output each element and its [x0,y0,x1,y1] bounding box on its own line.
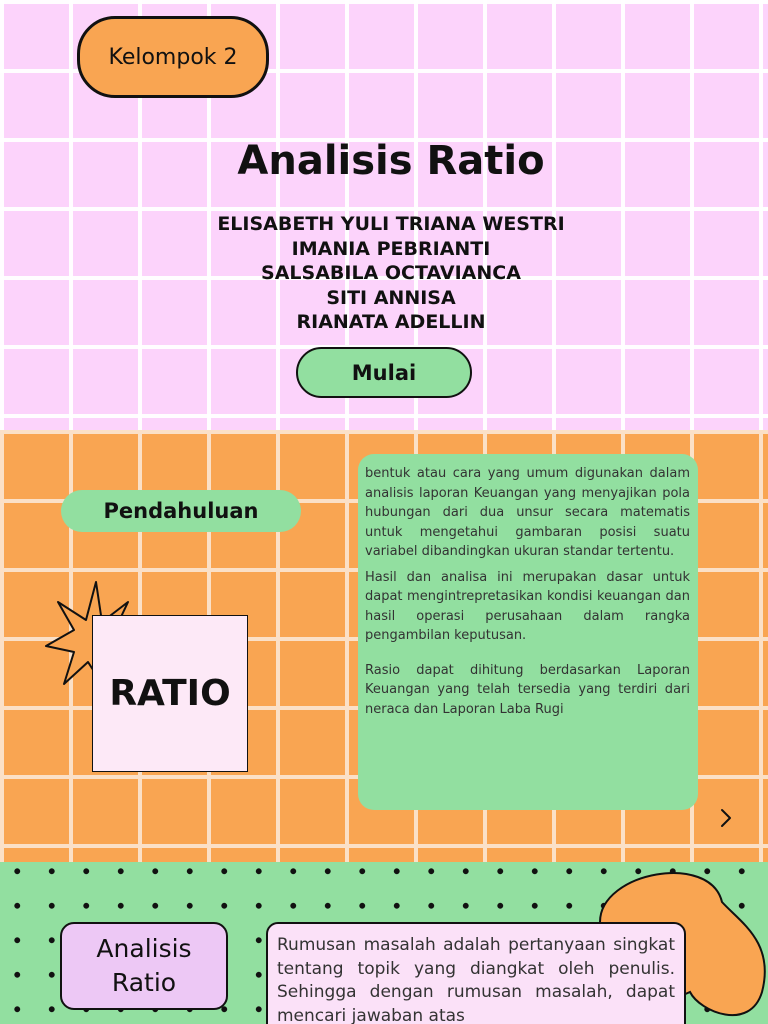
analysis-title-card [60,922,228,1010]
introduction-text-card [358,454,698,810]
ratio-word: RATIO [109,673,231,714]
presentation-title: Analisis Ratio [237,138,545,184]
paragraph: bentuk atau cara yang umum digunakan dalam analisis laporan Keuangan yang menyajikan pola hubungan dari dua unsur secara matematis untuk mengetahui gambaran posisi suatu variabel dibandingkan ukuran standar tertentu. [365,466,690,559]
member-name: RIANATA ADELLIN [296,311,486,333]
slide-title [0,0,768,430]
problem-statement-text: Rumusan masalah adalah pertanyaan singkat tentang topik yang diangkat oleh penulis. Sehingga dengan rumusan masalah, dapat mencari jawaban atas [277,935,675,1024]
member-name: SALSABILA OCTAVIANCA [261,262,521,284]
section-heading: Pendahuluan [61,490,301,532]
analysis-title: Analisis Ratio [96,934,192,997]
member-name: ELISABETH YULI TRIANA WESTRI [217,213,565,235]
group-label: Kelompok 2 [108,44,238,70]
slide-introduction [0,430,768,862]
member-list [0,212,768,335]
start-button[interactable]: Mulai [296,347,472,398]
member-name: IMANIA PEBRIANTI [291,237,491,260]
ratio-card [92,615,248,772]
slide-analysis [0,862,768,1024]
chevron-right-icon[interactable] [714,806,738,830]
problem-statement-card [266,922,686,1024]
paragraph: Rasio dapat dihitung berdasarkan Laporan Keuangan yang telah tersedia yang terdiri dari neraca dan Laporan Laba Rugi [365,662,690,717]
paragraph: Hasil dan analisa ini merupakan dasar untuk dapat mengintrepretasikan kondisi keuangan dan hasil operasi perusahaan dalam rangka pengambilan keputusan. [365,569,690,643]
group-speech-bubble [77,16,269,98]
member-name: SITI ANNISA [326,286,456,309]
